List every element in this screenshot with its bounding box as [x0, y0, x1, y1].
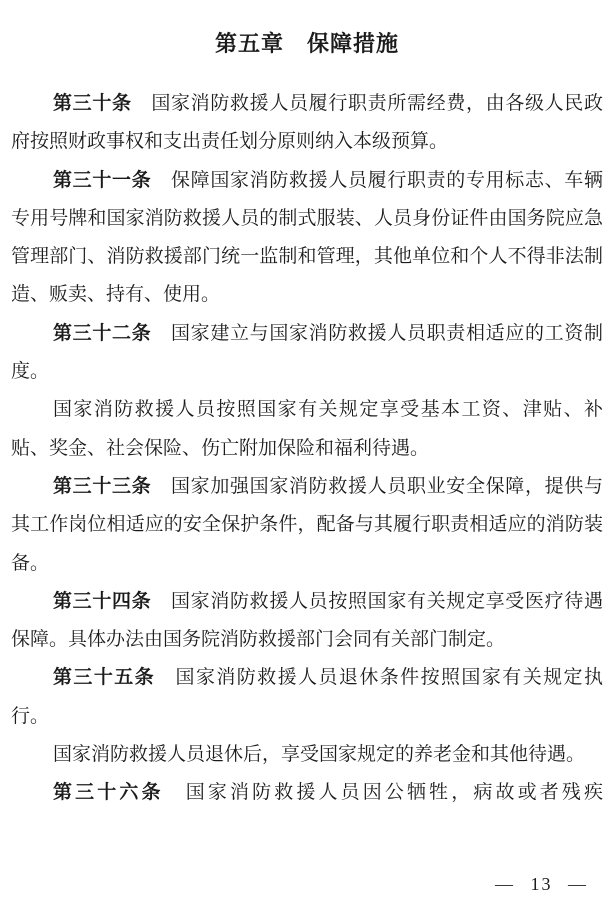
paragraph-text: 国家建立与国家消防救援人员职责相适应的工资制度。	[11, 322, 603, 383]
document-body	[0, 85, 614, 813]
paragraph-text: 国家加强国家消防救援人员职业安全保障，提供与其工作岗位相适应的安全保护条件，配备与其履行职责相适应的消防装备。	[11, 475, 603, 574]
paragraph-text: 国家消防救援人员履行职责所需经费，由各级人民政府按照财政事权和支出责任划分原则纳入本级预算。	[11, 93, 603, 153]
paragraph	[11, 162, 603, 315]
paragraph-text: 国家消防救援人员按照国家有关规定享受基本工资、津贴、补贴、奖金、社会保险、伤亡附加保险和福利待遇。	[11, 399, 603, 459]
paragraph-text: 保障国家消防救援人员履行职责的专用标志、车辆专用号牌和国家消防救援人员的制式服装、人员身份证件由国务院应急管理部门、消防救援部门统一监制和管理，其他单位和个人不得非法制造、贩卖、持有、使用。	[11, 169, 603, 306]
page-number: — 13 —	[495, 874, 588, 894]
paragraph-text: 国家消防救援人员按照国家有关规定享受医疗待遇保障。具体办法由国务院消防救援部门会同有关部门制定。	[11, 590, 603, 651]
article-number: 第三十三条	[53, 475, 152, 497]
page-footer	[495, 874, 588, 895]
paragraph	[11, 85, 603, 162]
article-number: 第三十六条	[53, 782, 164, 804]
paragraph	[11, 391, 603, 468]
article-number: 第三十五条	[53, 667, 156, 689]
article-number: 第三十四条	[53, 590, 152, 612]
article-number: 第三十二条	[53, 322, 152, 344]
paragraph-text: 国家消防救援人员退休条件按照国家有关规定执行。	[11, 667, 603, 727]
paragraph-text: 国家消防救援人员因公牺牲，病故或者残疾	[185, 782, 603, 804]
paragraph-text: 国家消防救援人员退休后，享受国家规定的养老金和其他待遇。	[53, 744, 586, 766]
paragraph	[11, 736, 603, 774]
paragraph	[11, 583, 603, 660]
paragraph	[11, 468, 603, 583]
paragraph	[11, 659, 603, 736]
paragraph	[11, 774, 603, 812]
article-number: 第三十一条	[53, 169, 152, 191]
paragraph	[11, 315, 603, 392]
chapter-title: 第五章 保障措施	[214, 31, 399, 56]
article-number: 第三十条	[53, 93, 132, 114]
